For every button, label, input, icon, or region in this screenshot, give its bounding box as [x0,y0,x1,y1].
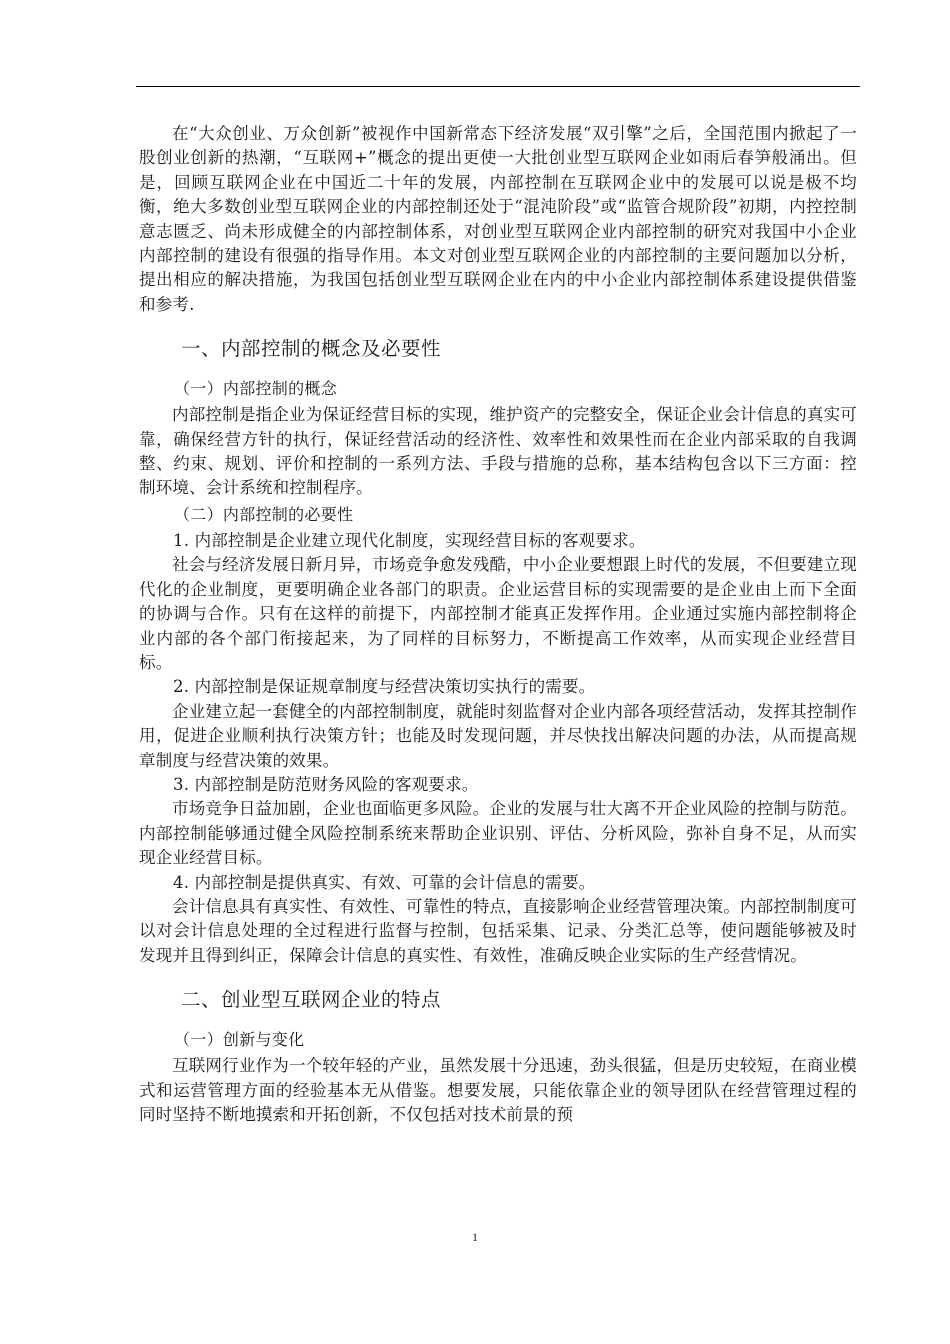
section-2-heading: 二、创业型互联网企业的特点 [181,988,442,1012]
point-3-paragraph: 市场竞争日益加剧，企业也面临更多风险。企业的发展与壮大离不开企业风险的控制与防范。内部控制能够通过健全风险控制系统来帮助企业识别、评估、分析风险，弥补自身不足，从而实现企业经营目标。 [139,799,857,868]
document-body [139,122,857,1127]
point-3-title: 3. 内部控制是防范财务风险的客观要求。 [173,774,479,794]
header-rule [136,86,860,87]
section-1-1-paragraph: 内部控制是指企业为保证经营目标的实现，维护资产的完整安全，保证企业会计信息的真实可靠，确保经营方针的执行，保证经营活动的经济性、效率性和效果性而在企业内部采取的自我调整、约束、规划、评价和控制的一系列方法、手段与措施的总称，基本结构包含以下三方面：控制环境、会计系统和控制程序。 [139,405,857,498]
point-1-paragraph: 社会与经济发展日新月异，市场竞争愈发残酷，中小企业要想跟上时代的发展，不但要建立现代化的企业制度，更要明确企业各部门的职责。企业运营目标的实现需要的是企业由上而下全面的协调与合作。只有在这样的前提下，内部控制才能真正发挥作用。企业通过实施内部控制将企业内部的各个部门衔接起来，为了同样的目标努力，不断提高工作效率，从而实现企业经营目标。 [139,555,857,672]
page-number: 1 [472,1230,478,1244]
point-4-paragraph: 会计信息具有真实性、有效性、可靠性的特点，直接影响企业经营管理决策。内部控制制度可以对会计信息处理的全过程进行监督与控制，包括采集、记录、分类汇总等，使问题能够被及时发现并且得到纠正，保障会计信息的真实性、有效性，准确反映企业实际的生产经营情况。 [139,896,857,965]
point-4-title: 4. 内部控制是提供真实、有效、可靠的会计信息的需要。 [173,872,596,892]
point-1-title: 1. 内部控制是企业建立现代化制度，实现经营目标的客观要求。 [173,530,646,550]
section-1-2-heading: （二）内部控制的必要性 [174,504,354,524]
point-2-title: 2. 内部控制是保证规章制度与经营决策切实执行的需要。 [173,677,596,697]
section-2-1-paragraph: 互联网行业作为一个较年轻的产业，虽然发展十分迅速，劲头很猛，但是历史较短，在商业模式和运营管理方面的经验基本无从借鉴。想要发展，只能依靠企业的领导团队在经营管理过程的同时坚持不断地摸索和开拓创新，不仅包括对技术前景的预 [139,1056,857,1124]
point-2-paragraph: 企业建立起一套健全的内部控制制度，就能时刻监督对企业内部各项经营活动，发挥其控制作用，促进企业顺利执行决策方针；也能及时发现问题，并尽快找出解决问题的办法，从而提高规章制度与经营决策的效果。 [139,701,857,770]
intro-paragraph: 在“大众创业、万众创新”被视作中国新常态下经济发展“双引擎”之后，全国范围内掀起了一股创业创新的热潮，“互联网+”概念的提出更使一大批创业型互联网企业如雨后春笋般涌出。但是，回顾互联网企业在中国近二十年的发展，内部控制在互联网企业中的发展可以说是极不均衡，绝大多数创业型互联网企业的内部控制还处于“混沌阶段”或“监管合规阶段”初期，内控控制意志匮乏、尚未形成健全的内部控制体系，对创业型互联网企业内部控制的研究对我国中小企业内部控制的建设有很强的指导作用。本文对创业型互联网企业的内部控制的主要问题加以分析，提出相应的解决措施，为我国包括创业型互联网企业在内的中小企业内部控制体系建设提供借鉴和参考. [139,124,857,314]
section-1-heading: 一、内部控制的概念及必要性 [181,337,442,361]
section-1-1-heading: （一）内部控制的概念 [174,379,338,399]
section-2-1-heading: （一）创新与变化 [174,1030,305,1050]
